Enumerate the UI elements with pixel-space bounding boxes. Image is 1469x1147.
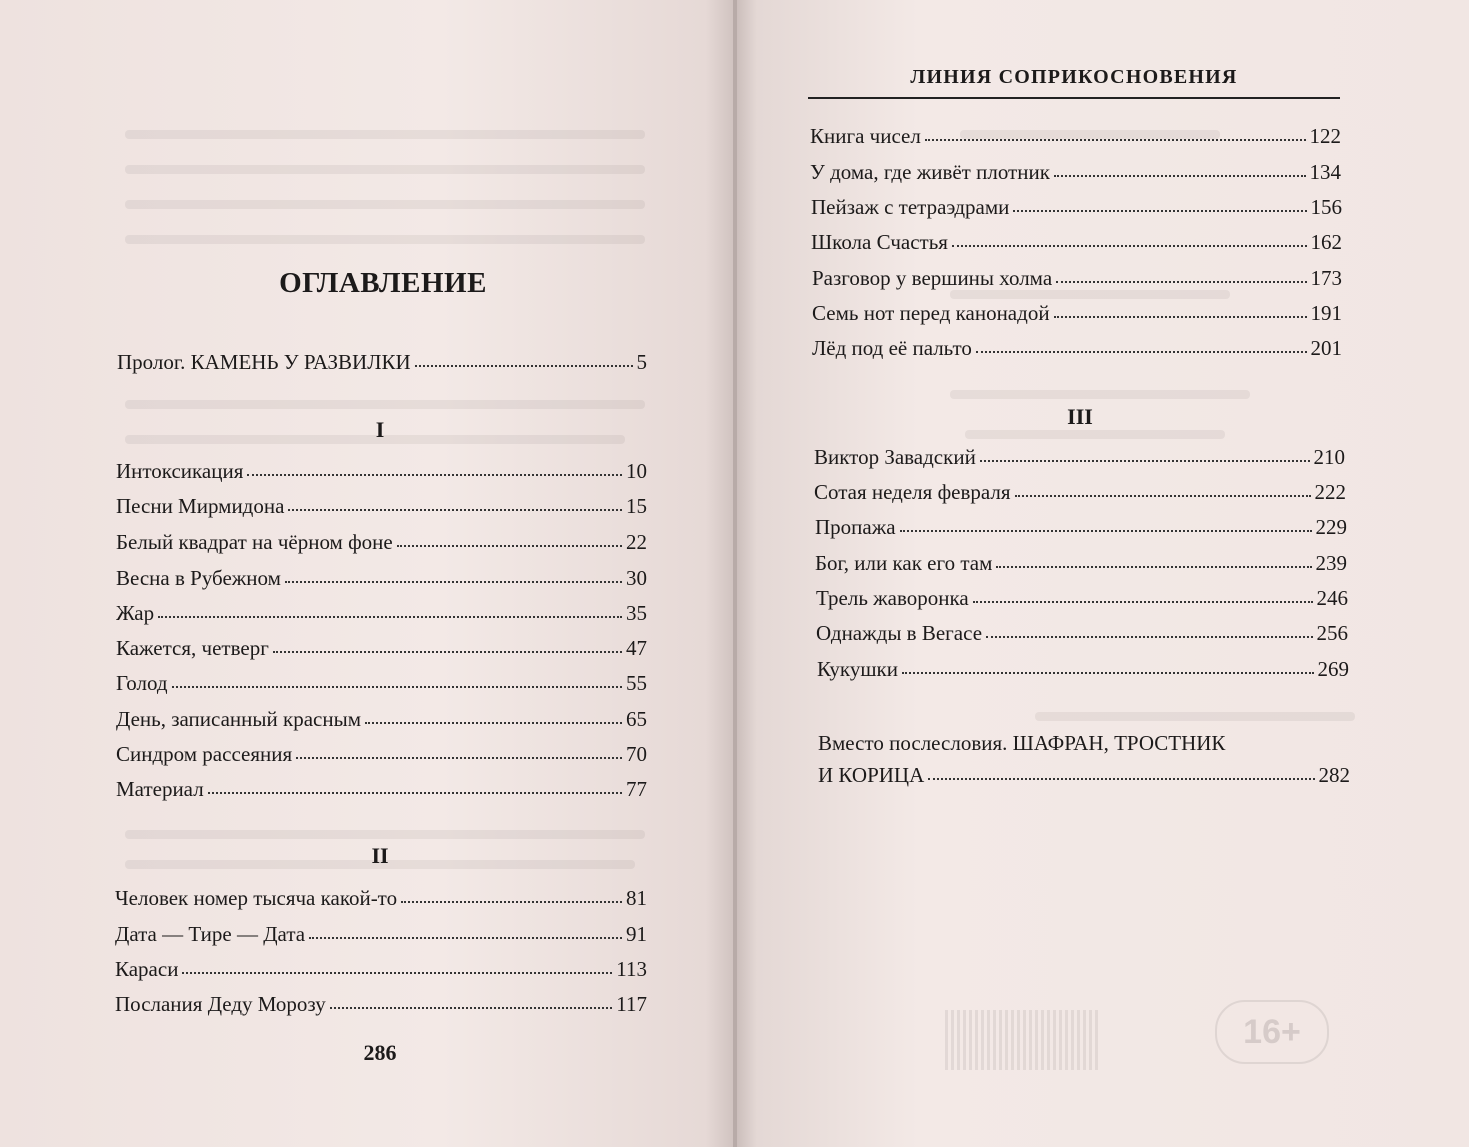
- toc-entry[interactable]: [812, 265, 1342, 291]
- toc-entry-page: 122: [1309, 124, 1341, 148]
- toc-entry-label: Пейзаж с тетраэдрами: [811, 195, 1010, 219]
- toc-entry-page: 77: [626, 777, 647, 801]
- toc-entry-page: 55: [626, 671, 647, 695]
- toc-entry-page: 47: [626, 636, 647, 660]
- toc-entry[interactable]: [814, 444, 1345, 470]
- age-rating-show-through: 16+: [1215, 1000, 1329, 1064]
- toc-entry-label: Лёд под её пальто: [812, 336, 972, 360]
- show-through-line: [1035, 712, 1355, 721]
- toc-entry[interactable]: [115, 885, 647, 911]
- show-through-line: [125, 400, 645, 409]
- toc-entry-page: 239: [1315, 551, 1347, 575]
- toc-entry[interactable]: [816, 585, 1348, 611]
- dot-leader: [986, 634, 1312, 638]
- toc-entry[interactable]: [811, 229, 1342, 255]
- toc-entry[interactable]: [116, 776, 647, 802]
- dot-leader: [1056, 279, 1306, 283]
- toc-entry-page: 30: [626, 566, 647, 590]
- toc-entry-page: 117: [616, 992, 647, 1016]
- toc-entry-label: Пролог. КАМЕНЬ У РАЗВИЛКИ: [117, 350, 411, 374]
- toc-entry-page: 201: [1310, 336, 1342, 360]
- toc-entry[interactable]: [116, 493, 647, 519]
- dot-leader: [900, 528, 1312, 532]
- toc-entry-label: Книга чисел: [810, 124, 921, 148]
- toc-entry-page: 91: [626, 922, 647, 946]
- toc-entry-label: Пропажа: [815, 515, 896, 539]
- toc-entry-page: 162: [1310, 230, 1342, 254]
- dot-leader: [1054, 314, 1307, 318]
- show-through-line: [125, 830, 645, 839]
- toc-entry-page: 10: [626, 459, 647, 483]
- toc-entry[interactable]: [815, 550, 1347, 576]
- show-through-line: [125, 235, 645, 244]
- toc-entry-label: Синдром рассеяния: [116, 742, 293, 766]
- toc-entry[interactable]: [815, 514, 1347, 540]
- toc-entry-label-line2: И КОРИЦА: [818, 763, 925, 787]
- dot-leader: [296, 755, 622, 759]
- toc-entry-label: Человек номер тысяча какой-то: [115, 886, 398, 910]
- toc-entry-page: 156: [1310, 195, 1342, 219]
- toc-entry[interactable]: [812, 335, 1342, 361]
- dot-leader: [330, 1005, 613, 1009]
- toc-entry-page: 70: [626, 742, 647, 766]
- toc-entry[interactable]: [814, 479, 1346, 505]
- page-title: ОГЛАВЛЕНИЕ: [279, 267, 487, 299]
- dot-leader: [397, 543, 622, 547]
- toc-entry-page: 22: [626, 530, 647, 554]
- toc-entry[interactable]: [115, 921, 647, 947]
- toc-entry-label: У дома, где живёт плотник: [810, 160, 1050, 184]
- dot-leader: [980, 458, 1310, 462]
- show-through-line: [125, 200, 645, 209]
- dot-leader: [285, 579, 622, 583]
- toc-entry[interactable]: [115, 956, 647, 982]
- toc-entry-page: 134: [1309, 160, 1341, 184]
- toc-entry[interactable]: [116, 565, 647, 591]
- dot-leader: [273, 649, 622, 653]
- toc-entry-page: 35: [626, 601, 647, 625]
- dot-leader: [902, 670, 1314, 674]
- toc-entry[interactable]: [116, 635, 647, 661]
- toc-entry-label: Кукушки: [817, 657, 898, 681]
- toc-entry-label: Семь нот перед канонадой: [812, 301, 1050, 325]
- dot-leader: [247, 472, 622, 476]
- toc-entry-label: Голод: [116, 671, 168, 695]
- dot-leader: [1054, 173, 1306, 177]
- toc-entry-label: Виктор Завадский: [814, 445, 976, 469]
- toc-entry-label: Разговор у вершины холма: [812, 266, 1053, 290]
- toc-entry[interactable]: [116, 741, 647, 767]
- toc-entry-label: Песни Мирмидона: [116, 494, 285, 518]
- toc-entry-page: 256: [1316, 621, 1348, 645]
- toc-entry-label: Послания Деду Морозу: [115, 992, 326, 1016]
- toc-entry[interactable]: [116, 529, 647, 555]
- dot-leader: [365, 720, 622, 724]
- toc-entry-label: Белый квадрат на чёрном фоне: [116, 530, 393, 554]
- toc-entry-page: 65: [626, 707, 647, 731]
- dot-leader: [1015, 493, 1311, 497]
- toc-entry[interactable]: [810, 123, 1341, 149]
- running-header: ЛИНИЯ СОПРИКОСНОВЕНИЯ: [808, 66, 1340, 99]
- toc-entry-page: 81: [626, 886, 647, 910]
- dot-leader: [952, 243, 1307, 247]
- toc-entry-page: 113: [616, 957, 647, 981]
- show-through-line: [950, 390, 1250, 399]
- dot-leader: [415, 363, 633, 367]
- section-heading-2: II: [371, 843, 389, 868]
- toc-entry-label: Караси: [115, 957, 179, 981]
- toc-entry[interactable]: [116, 458, 647, 484]
- toc-entry-label: Жар: [116, 601, 155, 625]
- toc-entry-label: Бог, или как его там: [815, 551, 993, 575]
- toc-entry-label: Вместо послесловия. ШАФРАН, ТРОСТНИК: [818, 731, 1226, 755]
- toc-entry[interactable]: [816, 620, 1348, 646]
- toc-entry-page: 222: [1314, 480, 1346, 504]
- book-spine: [733, 0, 737, 1147]
- dot-leader: [309, 935, 622, 939]
- dot-leader: [172, 684, 622, 688]
- toc-entry[interactable]: [812, 300, 1342, 326]
- dot-leader: [996, 564, 1311, 568]
- toc-entry-label: Дата — Тире — Дата: [115, 922, 306, 946]
- toc-entry-label: Кажется, четверг: [116, 636, 269, 660]
- dot-leader: [973, 599, 1313, 603]
- toc-entry-afterword[interactable]: [818, 727, 1350, 791]
- toc-entry-page: 210: [1313, 445, 1345, 469]
- toc-entry-page: 269: [1317, 657, 1349, 681]
- toc-entry[interactable]: [817, 656, 1349, 682]
- toc-entry[interactable]: [116, 670, 647, 696]
- section-heading-3: III: [1067, 404, 1093, 429]
- section-heading-1: I: [375, 417, 385, 442]
- dot-leader: [288, 507, 622, 511]
- dot-leader: [925, 137, 1306, 141]
- dot-leader: [208, 790, 622, 794]
- barcode-show-through: [945, 1010, 1100, 1070]
- toc-entry[interactable]: [810, 159, 1341, 185]
- dot-leader: [401, 899, 622, 903]
- show-through-line: [950, 290, 1230, 299]
- toc-entry[interactable]: [116, 706, 647, 732]
- toc-entry-label: Весна в Рубежном: [116, 566, 281, 590]
- toc-entry-page: 282: [1318, 763, 1350, 787]
- toc-entry-label: Однажды в Вегасе: [816, 621, 983, 645]
- toc-entry-page: 15: [626, 494, 647, 518]
- show-through-line: [125, 130, 645, 139]
- toc-entry-label: Интоксикация: [116, 459, 244, 483]
- toc-entry-page: 5: [636, 350, 647, 374]
- toc-entry-page: 246: [1316, 586, 1348, 610]
- dot-leader: [928, 778, 1314, 780]
- toc-entry-page: 173: [1310, 266, 1342, 290]
- toc-entry-label: Трель жаворонка: [816, 586, 969, 610]
- page-number: 286: [363, 1040, 397, 1065]
- toc-entry-label: Сотая неделя февраля: [814, 480, 1011, 504]
- toc-entry-label: Материал: [116, 777, 204, 801]
- toc-entry[interactable]: [116, 600, 647, 626]
- dot-leader: [1013, 208, 1306, 212]
- toc-entry-prologue[interactable]: [117, 349, 647, 375]
- toc-entry[interactable]: [115, 991, 647, 1017]
- dot-leader: [182, 970, 612, 974]
- toc-entry-page: 191: [1310, 301, 1342, 325]
- dot-leader: [158, 614, 622, 618]
- toc-entry-label: День, записанный красным: [116, 707, 361, 731]
- toc-entry-page: 229: [1315, 515, 1347, 539]
- toc-entry[interactable]: [811, 194, 1342, 220]
- show-through-line: [125, 165, 645, 174]
- show-through-line: [965, 430, 1225, 439]
- dot-leader: [976, 349, 1307, 353]
- toc-entry-label: Школа Счастья: [811, 230, 948, 254]
